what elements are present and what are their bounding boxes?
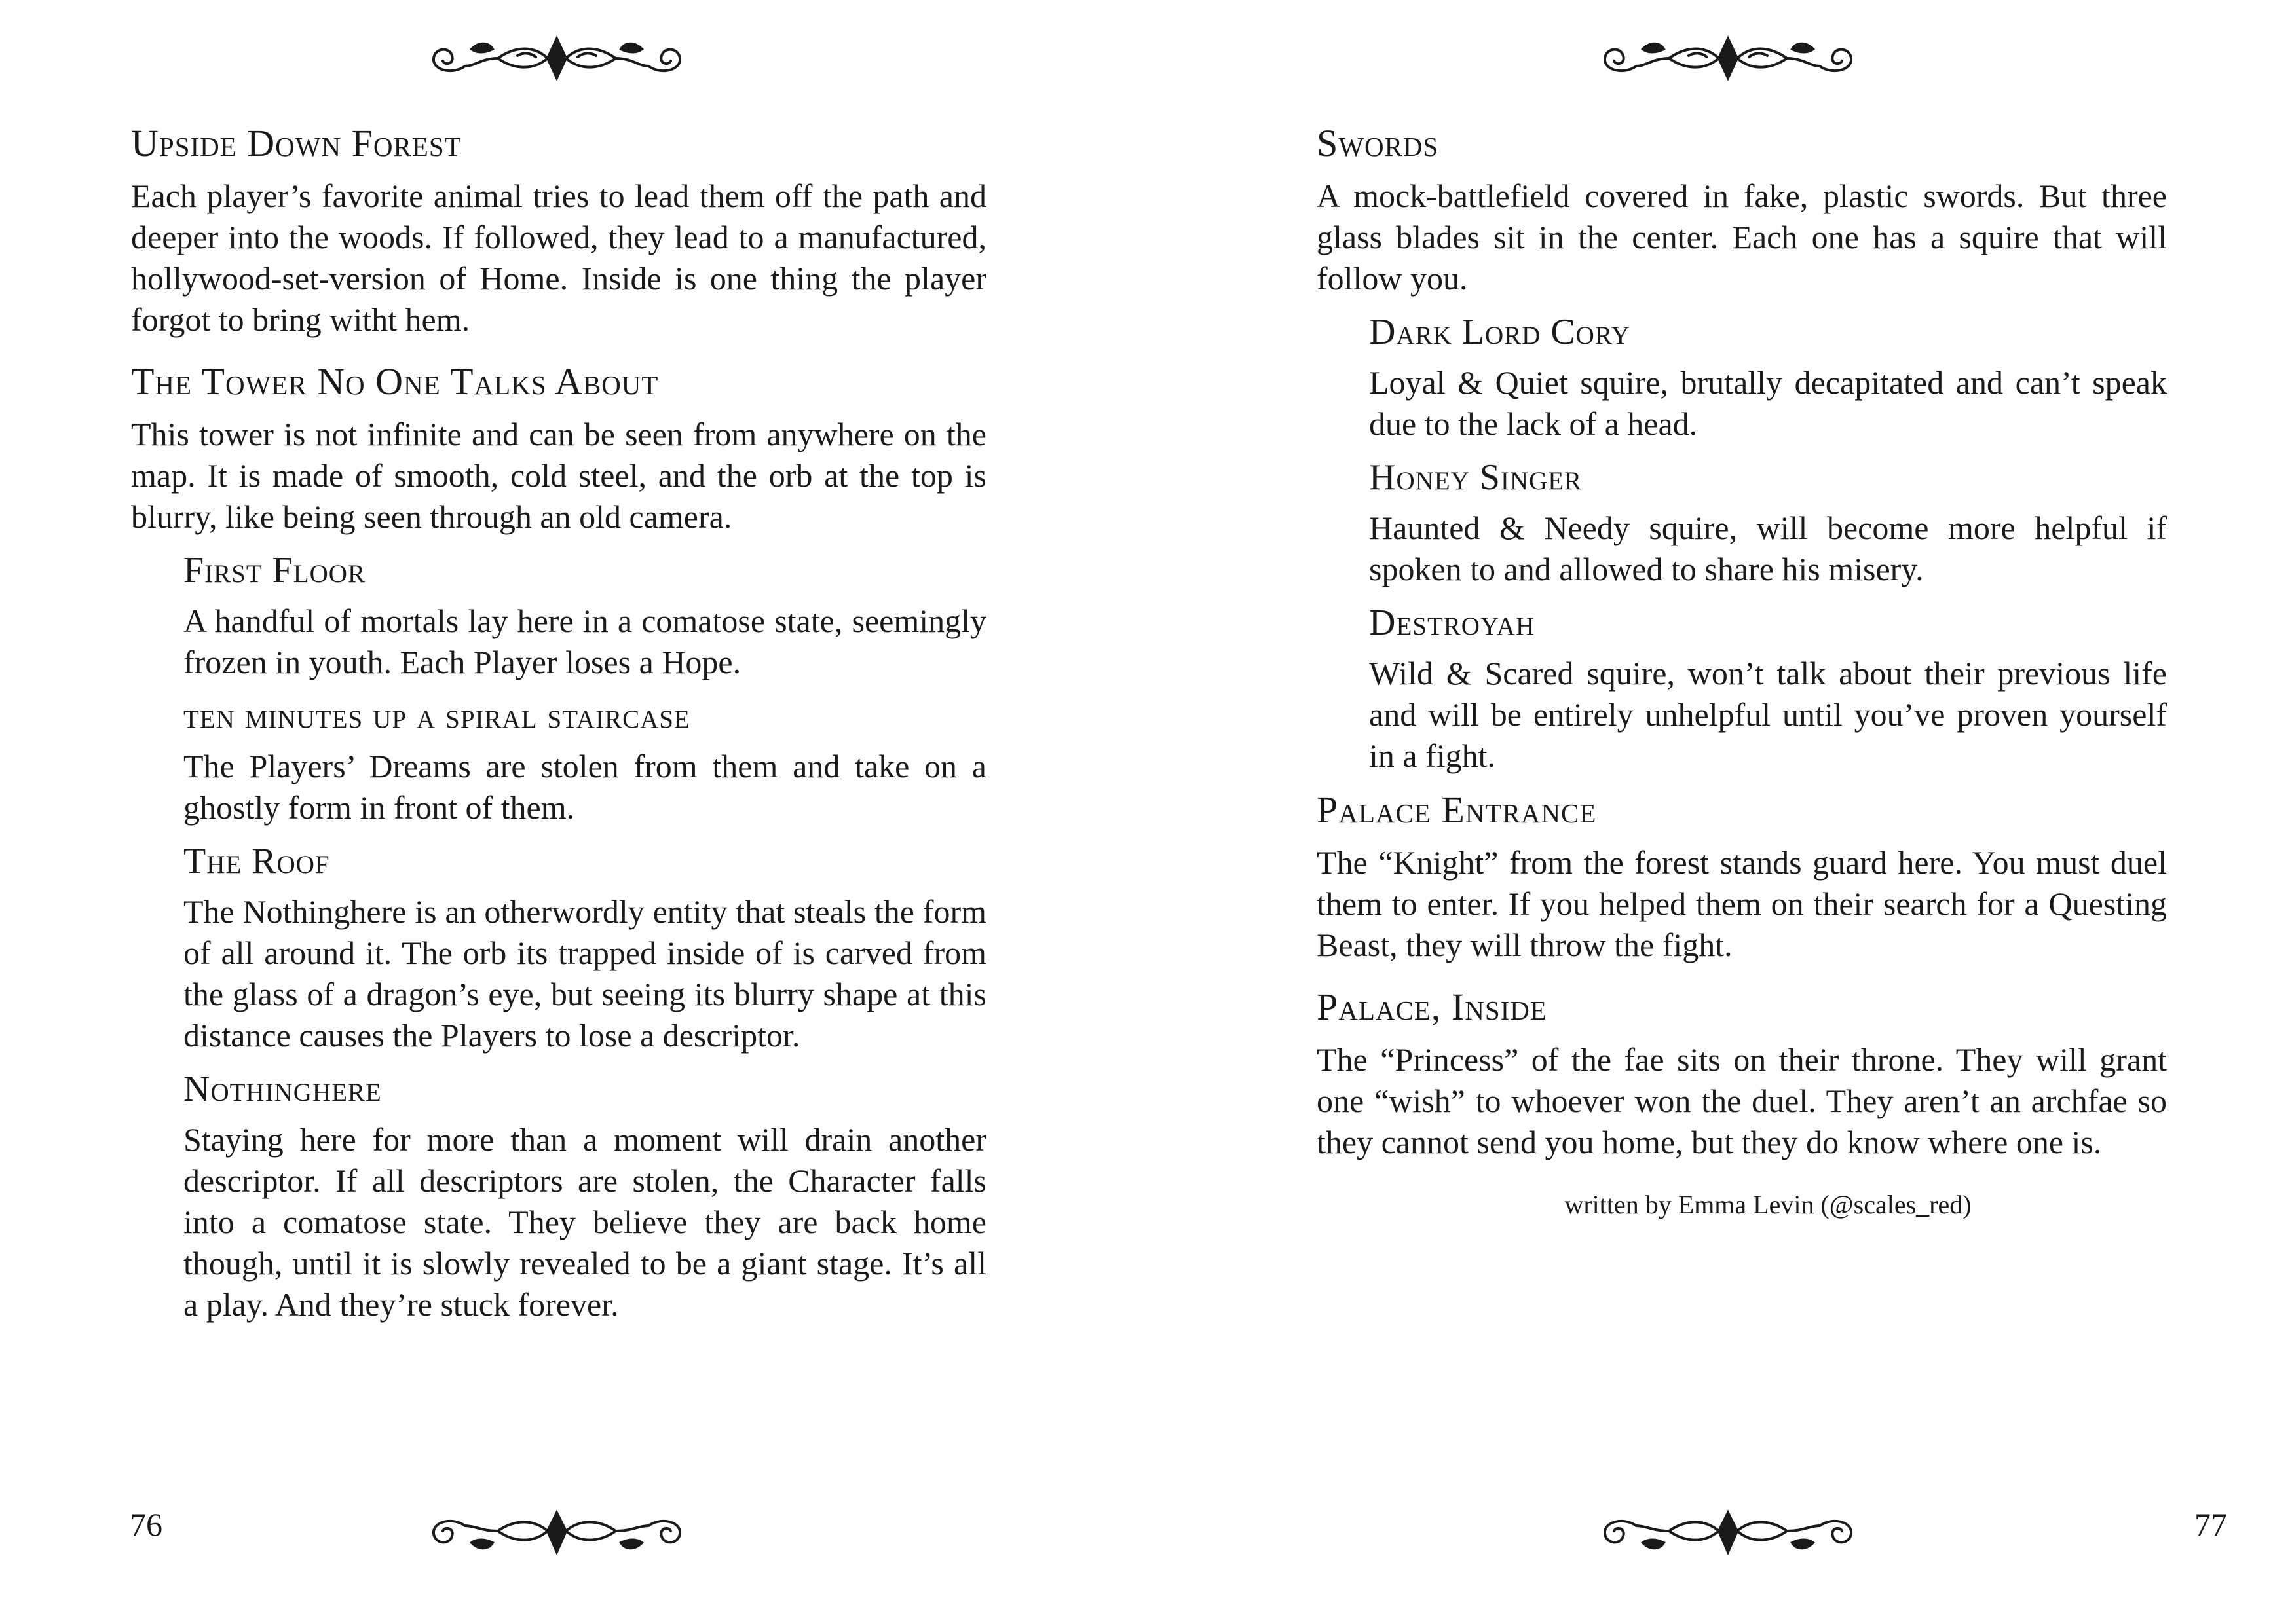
section-text-tower: This tower is not infinite and can be seen from anywhere on the map. It is made of smooth, cold steel, and the orb at the top is blurry, like being seen through an old camera. xyxy=(131,416,986,535)
subheading-nothinghere: Nothinghere xyxy=(183,1069,382,1109)
section-heading-palace-inside: Palace, Inside xyxy=(1317,986,1547,1028)
filigree-ornament-icon xyxy=(419,29,694,95)
page-number-right: 77 xyxy=(2194,1506,2227,1543)
subtext-nothinghere: Staying here for more than a moment will drain another descriptor. If all descriptors are stolen, the Character falls into a comatose state. They believe they are back home though, until it is slowly revealed to be a giant stage. It’s all a play. And they’re stuck forever. xyxy=(183,1121,986,1323)
section-text-palace-entrance: The “Knight” from the forest stands guard here. You must duel them to enter. If you helped them on their search for a Questing Beast, they will throw the fight. xyxy=(1317,844,2167,963)
section-text-palace-inside: The “Princess” of the fae sits on their throne. They will grant one “wish” to whoever won the duel. They aren’t an archfae so they cannot send you home, but they do know where one is. xyxy=(1317,1041,2167,1160)
section-text-upside-down-forest: Each player’s favorite animal tries to lead them off the path and deeper into the woods. If followed, they lead to a manufactured, hollywood-set-version of Home. Inside is one thing the player forgot to bring witht hem. xyxy=(131,177,986,338)
subheading-spiral-staircase: ten minutes up a spiral staircase xyxy=(183,695,690,736)
subtext-dark-lord-cory: Loyal & Quiet squire, brutally decapitated and can’t speak due to the lack of a head. xyxy=(1369,364,2167,442)
section-heading-swords: Swords xyxy=(1317,122,1439,164)
subtext-destroyah: Wild & Scared squire, won’t talk about their previous life and will be entirely unhelpful until you’ve proven yourself in a fight. xyxy=(1369,655,2167,774)
right-page xyxy=(1145,0,2290,1624)
section-heading-tower: The Tower No One Talks About xyxy=(131,360,659,403)
subheading-honey-singer: Honey Singer xyxy=(1369,457,1583,498)
filigree-ornament-icon xyxy=(419,1500,694,1565)
author-credit: written by Emma Levin (@scales_red) xyxy=(1564,1190,1972,1219)
section-text-swords: A mock-battlefield covered in fake, plastic swords. But three glass blades sit in the center. Each one has a squire that will follow you. xyxy=(1317,177,2167,297)
subheading-dark-lord-cory: Dark Lord Cory xyxy=(1369,312,1630,352)
right-content xyxy=(1317,122,2167,1221)
filigree-ornament-icon xyxy=(1590,1500,1866,1565)
subtext-honey-singer: Haunted & Needy squire, will become more helpful if spoken to and allowed to share his misery. xyxy=(1369,509,2167,587)
section-heading-upside-down-forest: Upside Down Forest xyxy=(131,122,462,164)
subtext-the-roof: The Nothinghere is an otherwordly entity that steals the form of all around it. The orb its trapped inside of is carved from the glass of a dragon’s eye, but seeing its blurry shape at this distance causes the Players to lose a descriptor. xyxy=(183,893,986,1054)
subheading-destroyah: Destroyah xyxy=(1369,602,1535,643)
page-number-left: 76 xyxy=(130,1506,162,1543)
section-heading-palace-entrance: Palace Entrance xyxy=(1317,788,1597,831)
subtext-first-floor: A handful of mortals lay here in a comatose state, seemingly frozen in youth. Each Player loses a Hope. xyxy=(183,602,986,680)
subtext-spiral-staircase: The Players’ Dreams are stolen from them and take on a ghostly form in front of them. xyxy=(183,748,986,826)
subheading-first-floor: First Floor xyxy=(183,550,366,591)
left-content xyxy=(131,122,986,1345)
filigree-ornament-icon xyxy=(1590,29,1866,95)
subheading-the-roof: The Roof xyxy=(183,841,330,881)
